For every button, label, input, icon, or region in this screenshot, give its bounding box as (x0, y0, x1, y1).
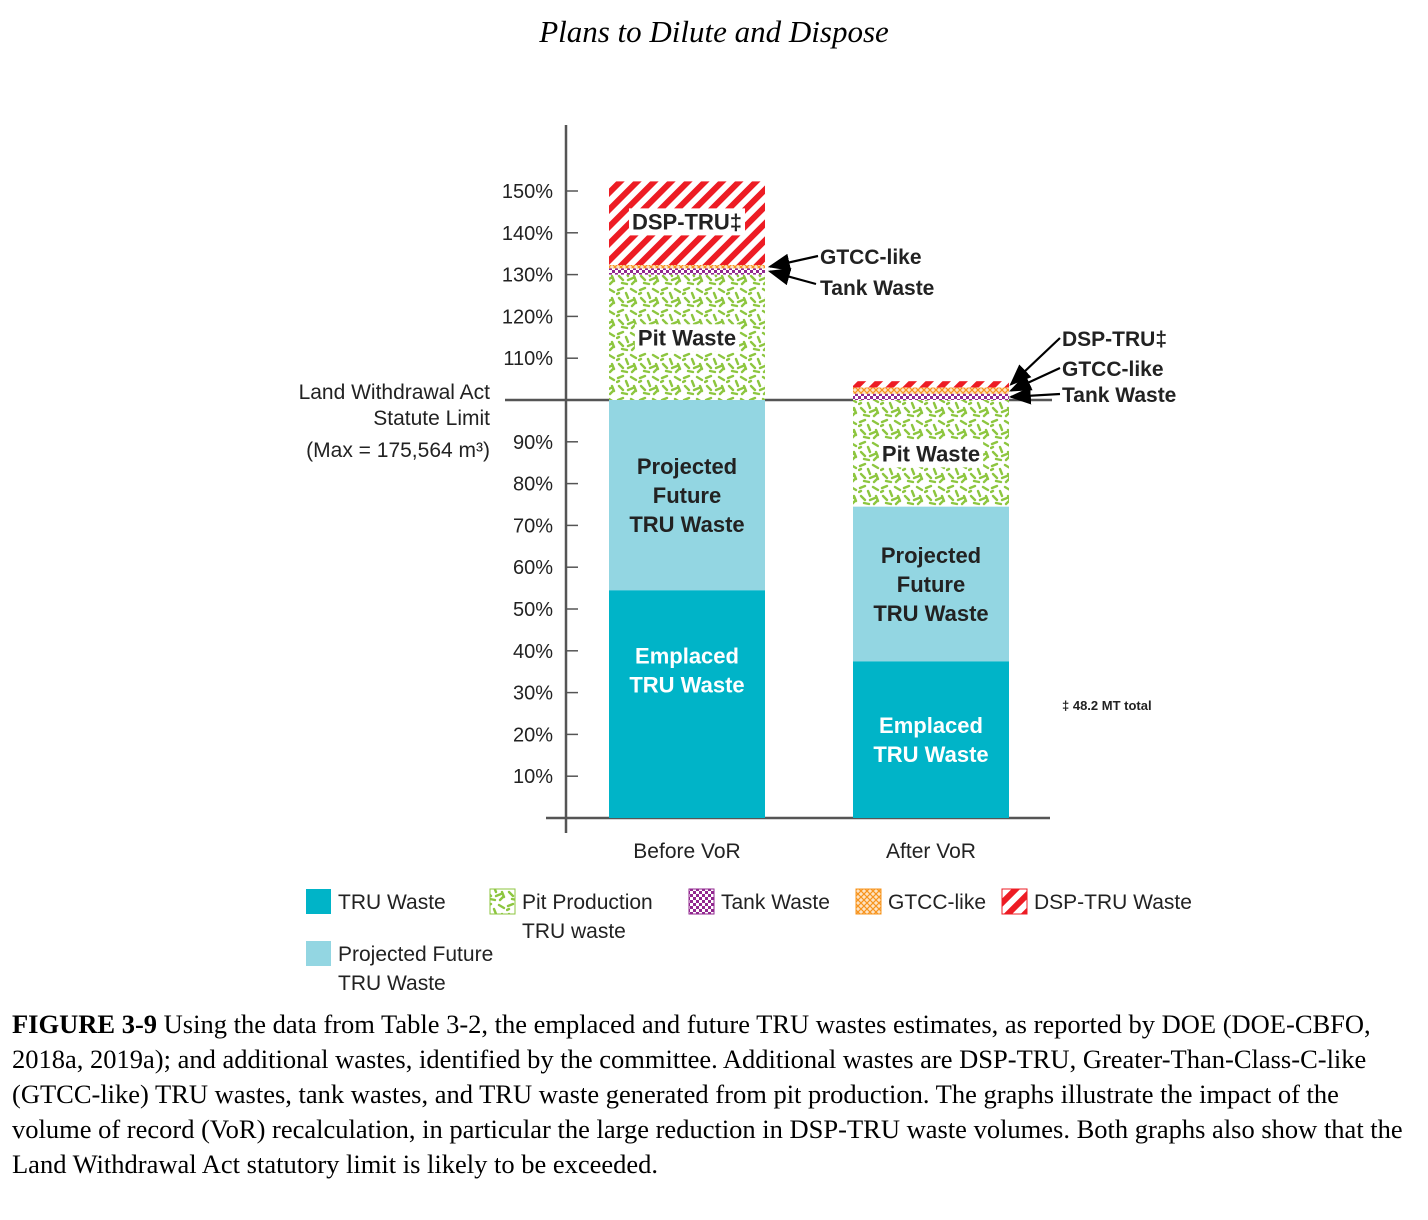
x-category-label: Before VoR (633, 840, 741, 863)
legend-label-emplaced: TRU Waste (338, 891, 446, 914)
x-category-label: After VoR (886, 840, 976, 863)
bar-label-pit: Pit Waste (881, 441, 981, 467)
y-tick-label: 70% (512, 515, 553, 538)
legend-swatch-emplaced (306, 889, 331, 914)
statute-limit-label: Statute Limit (373, 407, 490, 430)
bar-segment-dsp (853, 381, 1009, 387)
y-tick-label: 80% (512, 473, 553, 496)
annotation-arrow (770, 256, 818, 267)
annotation-label: Tank Waste (1062, 384, 1177, 407)
legend-label-tank: Tank Waste (721, 891, 830, 914)
statute-limit-label: (Max = 175,564 m³) (306, 439, 490, 462)
bar-label-projected: Projected (880, 542, 982, 568)
y-tick-label: 10% (512, 766, 553, 789)
bar-segment-gtcc (853, 387, 1009, 393)
bar-label-projected: TRU Waste (873, 600, 989, 626)
legend-label-projected: TRU Waste (338, 972, 446, 995)
y-tick-label: 50% (512, 599, 553, 621)
legend-label-gtcc: GTCC-like (888, 891, 986, 914)
bar-segment-tank (609, 268, 765, 274)
legend-label-pit: Pit Production (522, 891, 653, 914)
caption-label: FIGURE 3-9 (12, 1009, 158, 1039)
bar-label-projected: Future (652, 483, 722, 509)
annotation-label: DSP-TRU‡ (1062, 328, 1168, 351)
bar-label-projected: Projected (636, 454, 738, 480)
bar-label-emplaced: TRU Waste (873, 742, 989, 768)
bar-label-projected: TRU Waste (629, 512, 745, 538)
caption-text: Using the data from Table 3-2, the emplaced and future TRU wastes estimates, as reported by DOE (DOE-CBFO, 2018a, 2019a); and additional wastes, identified by the committee. Additional wastes are DSP-TRU, Greater-Than-Class-C-like (GTCC-like) TRU wastes, tank wastes, and TRU waste generated from pit production. The graphs illustrate the impact of the volume of record (VoR) recalculation, in particular the large reduction in DSP-TRU waste volumes. Both graphs also show that the Land Withdrawal Act statutory limit is likely to be exceeded. (12, 1009, 1403, 1179)
bar-label-emplaced: TRU Waste (629, 672, 745, 698)
bar-label-emplaced: Emplaced (879, 713, 983, 739)
bar-label-emplaced: Emplaced (635, 643, 739, 669)
bar-label-projected: Future (896, 571, 966, 597)
bar-label-dsp: DSP-TRU‡ (631, 209, 743, 235)
y-tick-label: 150% (501, 181, 553, 203)
y-tick-label: 60% (512, 557, 553, 580)
legend-label-pit: TRU waste (522, 920, 626, 943)
annotation-arrow (1011, 368, 1060, 391)
legend-swatch-dsp (1002, 889, 1027, 914)
bar-segment-emplaced (609, 590, 765, 818)
annotation-tank-waste: Tank Waste (820, 277, 935, 300)
annotation-arrow (1011, 394, 1060, 397)
legend-swatch-gtcc (856, 889, 881, 914)
page-header: Plans to Dilute and Dispose (539, 14, 889, 49)
figure-caption (12, 1007, 1420, 1182)
y-tick-label: 90% (512, 431, 553, 454)
y-tick-label: 30% (512, 682, 553, 705)
annotation-gtcc-like: GTCC-like (820, 246, 922, 269)
y-tick-label: 130% (501, 264, 553, 287)
y-tick-label: 110% (503, 348, 553, 371)
bar-segment-gtcc (609, 265, 765, 268)
bar-segment-tank (853, 394, 1009, 400)
legend-label-dsp: DSP-TRU Waste (1034, 891, 1192, 914)
annotation-arrow (1011, 338, 1060, 384)
annotation-arrow (770, 271, 816, 284)
statute-limit-label: Land Withdrawal Act (298, 381, 490, 404)
footnote-label: ‡ 48.2 MT total (1062, 698, 1152, 713)
bar-segment-emplaced (853, 661, 1009, 818)
y-tick-label: 20% (512, 724, 553, 747)
legend-label-projected: Projected Future (338, 943, 494, 966)
y-tick-label: 40% (512, 640, 553, 663)
y-tick-label: 140% (501, 222, 553, 245)
legend-swatch-pit (490, 889, 515, 914)
annotation-label: GTCC-like (1062, 358, 1164, 381)
y-tick-label: 120% (501, 306, 553, 329)
bar-label-pit: Pit Waste (637, 325, 737, 351)
legend-swatch-tank (689, 889, 714, 914)
legend-swatch-projected (306, 941, 331, 966)
